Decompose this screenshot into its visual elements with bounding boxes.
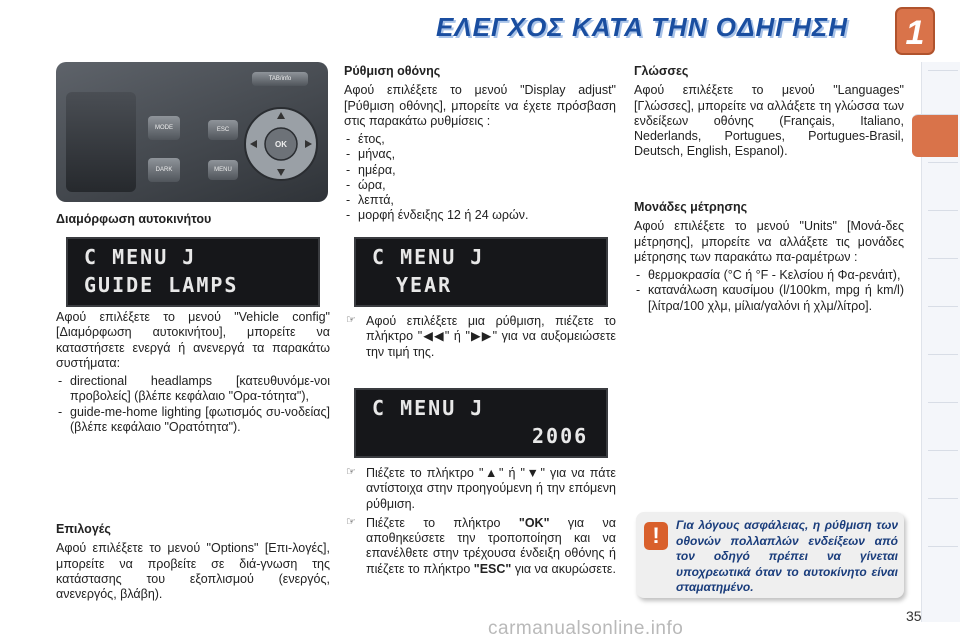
section-heading-options: Επιλογές	[56, 522, 111, 536]
chapter-tab-strip	[921, 62, 960, 622]
chapter-tab[interactable]	[928, 70, 958, 113]
pointing-hand-icon: ☞	[346, 515, 356, 528]
chapter-tab[interactable]	[928, 210, 958, 253]
vehicle-config-list	[56, 374, 330, 435]
esc-button: ESC	[208, 120, 238, 140]
page-title: ΕΛΕΓΧΟΣ ΚΑΤΑ ΤΗΝ ΟΔΗΓΗΣΗ	[435, 12, 848, 42]
panel-left-surface	[66, 92, 136, 192]
units-paragraph: Αφού επιλέξετε το μενού "Units" [Μονά-δες μέτρησης], μπορείτε να αλλάξετε τις μονάδες μέτρησης των παρακάτω πα-ραμέτρων :	[634, 219, 904, 264]
section-heading-languages: Γλώσσες	[634, 64, 689, 78]
section-heading-units: Μονάδες μέτρησης	[634, 200, 748, 214]
lcd-line-1: C MENU J	[84, 245, 197, 269]
lcd-line-1: C MENU J	[372, 396, 485, 420]
units-list	[634, 268, 904, 314]
lcd-line-2: 2006	[532, 424, 589, 448]
chapter-tab[interactable]	[928, 306, 958, 349]
note-item	[344, 516, 616, 577]
chapter-tab[interactable]	[928, 162, 958, 205]
note-text-a: Πιέζετε το πλήκτρο	[366, 515, 519, 530]
list-item: - ημέρα,	[344, 163, 616, 178]
column-left-text	[56, 310, 330, 435]
display-adjust-list	[344, 132, 616, 224]
languages-paragraph: Αφού επιλέξετε το μενού "Languages" [Γλώσσες], μπορείτε να αλλάξετε τη γλώσσα των ενδείξεων οθόνης (Français, Italiano, Nederlands, Portugues, Portugues-Brasil, Deutsch, English, Espanol).	[634, 83, 904, 159]
chapter-badge	[894, 6, 936, 56]
list-item: - directional headlamps [κατευθυνόμε-νοι προβολείς] (βλέπε κεφάλαιο "Ορα-τότητα"),	[56, 374, 330, 405]
warning-exclamation-icon: !	[644, 522, 668, 550]
page-header	[0, 0, 960, 58]
chapter-tab[interactable]	[928, 546, 958, 589]
column-left-options	[56, 522, 330, 605]
note-adjust-value	[344, 312, 616, 360]
warning-text: Για λόγους ασφάλειας, η ρύθμιση των οθονών πολλαπλών ενδείξεων από τον οδηγό πρέπει να γίνεται υποχρεωτικά όταν το αυτοκίνητο είναι σταματημένο.	[676, 518, 898, 595]
lcd-display-2006	[354, 388, 608, 458]
esc-key-label: "ESC"	[473, 561, 512, 576]
list-item: - ώρα,	[344, 178, 616, 193]
lcd-line-2: GUIDE LAMPS	[84, 273, 239, 297]
chapter-tab-active[interactable]	[912, 114, 958, 157]
svg-text:OK: OK	[275, 140, 287, 149]
note-item	[344, 314, 616, 360]
list-item: - έτος,	[344, 132, 616, 147]
list-item: - θερμοκρασία (°C ή °F - Κελσίου ή Φα-ρενάιτ),	[634, 268, 904, 283]
ok-key-label: "OK"	[518, 515, 550, 530]
lcd-line-1: C MENU J	[372, 245, 485, 269]
column-left	[56, 212, 330, 231]
list-item: - κατανάλωση καυσίμου (l/100km, mpg ή km/l) [λίτρα/100 χλμ, μίλια/γαλόνι ή χλμ/λίτρο].	[634, 283, 904, 314]
list-item: - guide-me-home lighting [φωτισμός συ-νοδείας] (βλέπε κεφάλαιο "Ορατότητα").	[56, 405, 330, 436]
column-right-units	[634, 200, 904, 314]
column-middle	[344, 64, 616, 224]
dark-button: DARK	[148, 158, 180, 182]
note-text-c: για να ακυρώσετε.	[511, 561, 616, 576]
list-item: - μορφή ένδειξης 12 ή 24 ωρών.	[344, 208, 616, 223]
lcd-display-guide-lamps	[66, 237, 320, 307]
display-adjust-paragraph: Αφού επιλέξετε το μενού "Display adjust" [Ρύθμιση οθόνης], μπορείτε να έχετε πρόσβαση στις παρακάτω ρυθμίσεις :	[344, 83, 616, 128]
dashboard-control-panel-photo	[56, 62, 328, 202]
svg-text:1: 1	[905, 14, 925, 52]
lcd-display-year	[354, 237, 608, 307]
pointing-hand-icon: ☞	[346, 466, 356, 478]
lcd-line-2: YEAR	[396, 273, 453, 297]
chapter-tab[interactable]	[928, 450, 958, 493]
column-right	[634, 64, 904, 163]
section-heading-vehicle-config: Διαμόρφωση αυτοκινήτου	[56, 212, 212, 226]
page-number: 35	[906, 608, 922, 624]
note-text: Πιέζετε το πλήκτρο "▲" ή "▼" για να πάτε αντίστοιχα στην προηγούμενη ή την επόμενη ρύθμιση.	[366, 466, 616, 511]
mode-button: MODE	[148, 116, 180, 140]
list-item: - μήνας,	[344, 147, 616, 162]
note-text-b: για να αποθηκεύσετε την τροποποίηση και να επανέλθετε στην τρέχουσα ένδειξη οθόνης ή πιέζετε το πλήκτρο	[366, 515, 616, 576]
safety-warning-box	[636, 512, 904, 598]
chapter-tab[interactable]	[928, 258, 958, 301]
chapter-tab[interactable]	[928, 498, 958, 541]
chapter-tab[interactable]	[928, 354, 958, 397]
options-paragraph: Αφού επιλέξετε το μενού "Options" [Επι-λογές], μπορείτε να προβείτε σε διά-γνωση της κατάστασης του εξοπλισμού (ενεργός, ανενεργός, βλάβη).	[56, 541, 330, 601]
pointing-hand-icon: ☞	[346, 314, 356, 326]
note-text: Αφού επιλέξετε μια ρύθμιση, πιέζετε το πλήκτρο "◀◀" ή "▶▶" για να αυξομειώσετε την τιμή της.	[366, 314, 616, 359]
navigation-dial-icon	[242, 102, 320, 186]
watermark: carmanualsonline.info	[488, 618, 684, 639]
list-item: - λεπτά,	[344, 193, 616, 208]
chapter-tab[interactable]	[928, 402, 958, 445]
notes-navigation	[344, 464, 616, 577]
vehicle-config-paragraph: Αφού επιλέξετε το μενού "Vehicle config" [Διαμόρφωση αυτοκινήτου], μπορείτε να καταστήσετε ενεργά ή ανενεργά τα παρακάτω συστήματα:	[56, 310, 330, 370]
section-heading-display-adjust: Ρύθμιση οθόνης	[344, 64, 441, 78]
note-item	[344, 466, 616, 512]
tab-info-button: TAB/info	[252, 72, 308, 86]
menu-button: MENU	[208, 160, 238, 180]
